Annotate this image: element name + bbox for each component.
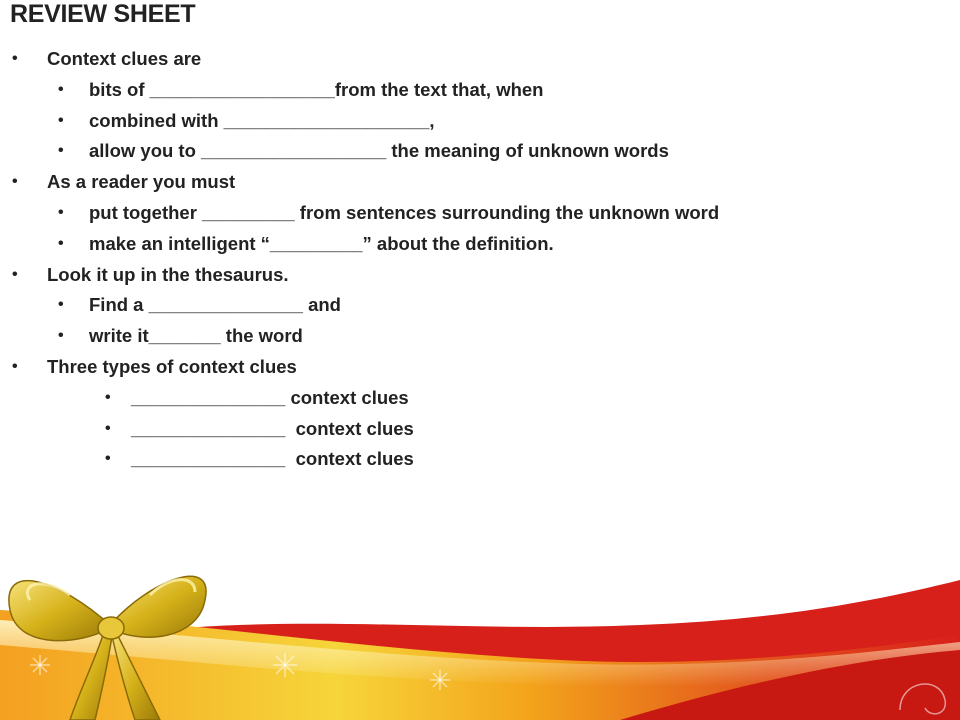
bullet-text-level-1: Context clues are [47,48,202,69]
bullet-marker: • [58,142,64,159]
bullet-text-level-2: combined with ____________________, [89,110,435,131]
bullet-text-level-1: Three types of context clues [47,356,297,377]
bullet-text-level-1: As a reader you must [47,171,236,192]
bullet-marker: • [12,358,18,375]
bullet-text-level-2: make an intelligent “_________” about the definition. [89,233,554,254]
bullet-marker: • [12,266,18,283]
bullet-text-level-2: bits of __________________from the text that, when [89,79,544,100]
bullet-text-level-3: _______________ context clues [131,418,414,439]
bullet-text-level-2: allow you to __________________ the meaning of unknown words [89,140,669,161]
bullet-marker: • [58,296,64,313]
bullet-marker: • [58,81,64,98]
bullet-marker: • [58,327,64,344]
bullet-text-level-3: _______________ context clues [131,387,409,408]
holiday-ribbon-decoration [0,540,960,720]
bullet-text-level-2: write it_______ the word [89,325,303,346]
bullet-text-level-3: _______________ context clues [131,448,414,469]
bullet-marker: • [105,389,111,406]
bullet-text-level-2: Find a _______________ and [89,294,341,315]
bullet-marker: • [12,173,18,190]
bullet-text-level-2: put together _________ from sentences surrounding the unknown word [89,202,720,223]
bullet-marker: • [105,420,111,437]
bullet-text-level-1: Look it up in the thesaurus. [47,264,289,285]
bullet-marker: • [58,235,64,252]
slide-title: REVIEW SHEET [10,0,196,28]
bullet-marker: • [105,450,111,467]
bullet-marker: • [58,204,64,221]
bullet-marker: • [12,50,18,67]
bullet-marker: • [58,112,64,129]
